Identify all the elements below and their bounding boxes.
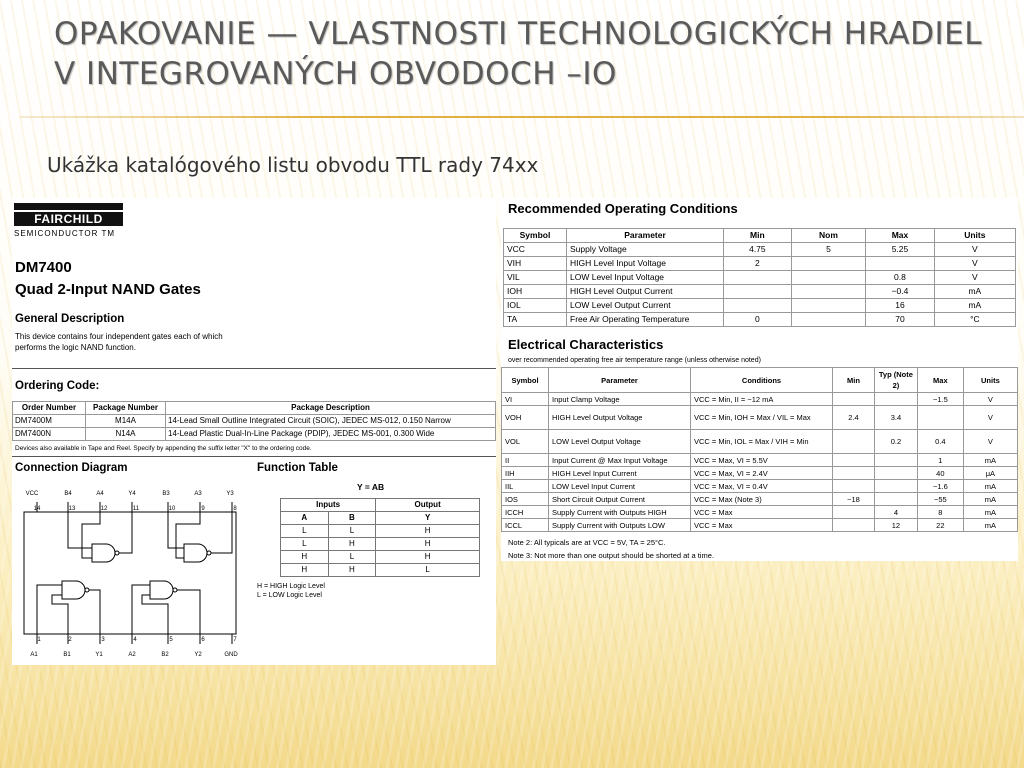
table-cell: M14A	[86, 415, 166, 428]
table-cell: VCC = Max, VI = 0.4V	[691, 480, 833, 493]
table-cell: mA	[963, 519, 1017, 532]
pin-label: B1	[63, 652, 71, 658]
pin-number: 11	[132, 506, 140, 512]
table-cell	[791, 271, 866, 285]
table-cell	[791, 257, 866, 271]
table-cell: 3.4	[874, 406, 917, 430]
table-cell: 4.75	[724, 243, 792, 257]
column-header: Max	[866, 229, 934, 243]
table-cell: L	[281, 525, 329, 538]
table-cell: LOW Level Output Current	[567, 299, 724, 313]
table-row	[502, 454, 1018, 467]
table-cell: II	[502, 454, 549, 467]
table-cell: H	[328, 538, 376, 551]
table-cell	[874, 467, 917, 480]
datasheet-page-right	[501, 198, 1018, 561]
table-row	[281, 564, 480, 577]
datasheet-page-left	[12, 198, 496, 665]
table-cell: mA	[934, 285, 1015, 299]
table-cell: VI	[502, 393, 549, 406]
electrical-characteristics-note: over recommended operating free air temperature range (unless otherwise noted)	[508, 357, 761, 364]
table-cell	[866, 257, 934, 271]
ordering-table	[12, 401, 496, 441]
table-cell: 5.25	[866, 243, 934, 257]
table-cell: H	[281, 551, 329, 564]
table-cell: V	[963, 430, 1017, 454]
table-cell: H	[328, 564, 376, 577]
table-cell: V	[934, 243, 1015, 257]
pin-label: B2	[161, 652, 169, 658]
slide-title: OPAKOVANIE — VLASTNOSTI TECHNOLOGICKÝCH HRADIEL V INTEGROVANÝCH OBVODOCH –IO	[54, 16, 982, 92]
table-row	[502, 493, 1018, 506]
column-header: Y	[376, 512, 480, 525]
logo-stripe	[14, 203, 123, 210]
pin-number: 1	[37, 637, 41, 643]
table-cell: H	[376, 551, 480, 564]
table-cell	[791, 313, 866, 327]
table-cell: HIGH Level Output Voltage	[549, 406, 691, 430]
table-row	[504, 285, 1016, 299]
table-row	[281, 538, 480, 551]
legend-high: H = HIGH Logic Level	[257, 583, 325, 590]
table-cell: 2.4	[833, 406, 875, 430]
pin-label: GND	[224, 652, 238, 658]
pin-label: B4	[64, 491, 72, 497]
pin-number: 12	[100, 506, 108, 512]
pin-label: A2	[128, 652, 136, 658]
column-group-header: Inputs	[281, 499, 376, 512]
table-header-row	[502, 368, 1018, 393]
pin-number: 8	[233, 506, 237, 512]
table-cell: 5	[791, 243, 866, 257]
table-cell: VCC = Max	[691, 506, 833, 519]
column-header: Conditions	[691, 368, 833, 393]
title-divider	[20, 116, 1024, 118]
table-header-row	[504, 229, 1016, 243]
pin-number: 3	[101, 637, 105, 643]
table-cell: 1	[917, 454, 963, 467]
table-cell	[791, 299, 866, 313]
table-cell: V	[934, 257, 1015, 271]
nand-gate-2	[150, 581, 173, 599]
table-row	[13, 428, 496, 441]
table-cell: 14-Lead Plastic Dual-In-Line Package (PDIP), JEDEC MS-001, 0.300 Wide	[166, 428, 496, 441]
section-divider	[12, 368, 496, 369]
general-description-heading: General Description	[15, 313, 125, 325]
part-number: DM7400	[15, 259, 72, 276]
table-cell: mA	[963, 506, 1017, 519]
table-cell: −55	[917, 493, 963, 506]
function-table	[280, 498, 480, 577]
table-cell	[833, 506, 875, 519]
table-cell: VCC = Max, VI = 5.5V	[691, 454, 833, 467]
table-cell: L	[376, 564, 480, 577]
table-cell: VCC = Min, IOL = Max / VIH = Min	[691, 430, 833, 454]
table-header-row	[281, 499, 480, 512]
pin-number: 6	[201, 637, 205, 643]
table-cell: 14-Lead Small Outline Integrated Circuit (SOIC), JEDEC MS-012, 0.150 Narrow	[166, 415, 496, 428]
column-header: Package Description	[166, 402, 496, 415]
pin-label: A3	[194, 491, 202, 497]
pin-number: 9	[201, 506, 205, 512]
table-cell: 0.4	[917, 430, 963, 454]
chip-outline	[24, 512, 236, 634]
table-cell: 8	[917, 506, 963, 519]
table-row	[504, 299, 1016, 313]
table-cell: −1.6	[917, 480, 963, 493]
table-cell	[833, 480, 875, 493]
table-cell: Input Clamp Voltage	[549, 393, 691, 406]
table-cell: DM7400N	[13, 428, 86, 441]
table-cell: DM7400M	[13, 415, 86, 428]
table-cell: HIGH Level Output Current	[567, 285, 724, 299]
table-row	[502, 467, 1018, 480]
table-cell: 40	[917, 467, 963, 480]
table-cell: V	[963, 393, 1017, 406]
table-cell	[833, 454, 875, 467]
table-cell: VIH	[504, 257, 567, 271]
table-cell	[724, 299, 792, 313]
table-cell: IOS	[502, 493, 549, 506]
rec-conditions-heading: Recommended Operating Conditions	[508, 201, 738, 216]
table-cell: LOW Level Output Voltage	[549, 430, 691, 454]
table-cell: Supply Current with Outputs LOW	[549, 519, 691, 532]
table-cell: °C	[934, 313, 1015, 327]
pin-label: Y3	[226, 491, 234, 497]
table-cell: μA	[963, 467, 1017, 480]
pin-label: Y4	[128, 491, 136, 497]
table-cell: TA	[504, 313, 567, 327]
table-cell: L	[328, 551, 376, 564]
pin-number: 13	[68, 506, 76, 512]
table-cell: N14A	[86, 428, 166, 441]
column-header: Parameter	[549, 368, 691, 393]
table-header-row	[281, 512, 480, 525]
table-cell	[833, 467, 875, 480]
table-cell: VCC = Max (Note 3)	[691, 493, 833, 506]
table-row	[281, 525, 480, 538]
table-cell: VCC = Min, IOH = Max / VIL = Max	[691, 406, 833, 430]
table-cell: Short Circuit Output Current	[549, 493, 691, 506]
table-cell	[874, 480, 917, 493]
electrical-characteristics-heading: Electrical Characteristics	[508, 337, 664, 352]
table-cell: ICCL	[502, 519, 549, 532]
function-equation: Y = AB	[357, 482, 385, 492]
table-cell: mA	[963, 480, 1017, 493]
table-cell	[724, 285, 792, 299]
column-header: Nom	[791, 229, 866, 243]
table-row	[502, 519, 1018, 532]
fairchild-logo: FAIRCHILD	[14, 212, 123, 226]
table-cell: L	[328, 525, 376, 538]
column-header: Max	[917, 368, 963, 393]
table-row	[502, 406, 1018, 430]
table-cell: VCC = Max	[691, 519, 833, 532]
table-cell: HIGH Level Input Voltage	[567, 257, 724, 271]
table-row	[502, 480, 1018, 493]
table-cell: VCC	[504, 243, 567, 257]
nand-gate-3	[184, 544, 207, 562]
table-row	[504, 271, 1016, 285]
electrical-characteristics-table	[501, 367, 1018, 532]
table-cell: VOL	[502, 430, 549, 454]
table-cell: HIGH Level Input Current	[549, 467, 691, 480]
connection-diagram	[12, 484, 252, 665]
column-header: Units	[963, 368, 1017, 393]
table-cell: V	[963, 406, 1017, 430]
table-row	[502, 506, 1018, 519]
pin-number: 2	[68, 637, 72, 643]
pin-label: A1	[30, 652, 38, 658]
table-cell: 0.2	[874, 430, 917, 454]
table-row	[502, 393, 1018, 406]
ordering-footnote: Devices also available in Tape and Reel. Specify by appending the suffix letter "X" to the ordering code.	[15, 445, 312, 452]
pin-label: VCC	[25, 491, 39, 497]
slide-subtitle: Ukážka katalógového listu obvodu TTL rady 74xx	[47, 153, 539, 177]
pin-label: Y1	[95, 652, 103, 658]
column-header: Parameter	[567, 229, 724, 243]
table-cell: Free Air Operating Temperature	[567, 313, 724, 327]
table-cell	[833, 519, 875, 532]
function-table-heading: Function Table	[257, 462, 338, 474]
table-cell: 16	[866, 299, 934, 313]
table-cell: mA	[963, 493, 1017, 506]
ordering-code-heading: Ordering Code:	[15, 380, 100, 392]
logo-subtitle: SEMICONDUCTOR TM	[14, 229, 116, 238]
column-header: Min	[724, 229, 792, 243]
table-cell: Input Current @ Max Input Voltage	[549, 454, 691, 467]
table-cell: 12	[874, 519, 917, 532]
column-header: Typ (Note 2)	[874, 368, 917, 393]
table-cell: V	[934, 271, 1015, 285]
note-2: Note 2: All typicals are at VCC = 5V, TA = 25°C.	[508, 538, 666, 547]
table-cell	[874, 454, 917, 467]
pin-label: B3	[162, 491, 170, 497]
table-cell: L	[281, 538, 329, 551]
table-cell	[833, 430, 875, 454]
table-cell	[791, 285, 866, 299]
table-cell: VCC = Max, VI = 2.4V	[691, 467, 833, 480]
column-header: Symbol	[502, 368, 549, 393]
table-cell: VOH	[502, 406, 549, 430]
rec-conditions-table	[503, 228, 1016, 327]
column-header: Order Number	[13, 402, 86, 415]
table-cell: mA	[934, 299, 1015, 313]
pin-number: 4	[133, 637, 137, 643]
table-cell: VIL	[504, 271, 567, 285]
table-cell: Supply Voltage	[567, 243, 724, 257]
table-cell	[833, 393, 875, 406]
pin-number: 14	[33, 506, 41, 512]
pin-label: A4	[96, 491, 104, 497]
table-cell: H	[281, 564, 329, 577]
table-cell: H	[376, 525, 480, 538]
table-cell: IOL	[504, 299, 567, 313]
column-header: Min	[833, 368, 875, 393]
table-cell	[874, 493, 917, 506]
general-description-text: This device contains four independent gates each of which performs the logic NAND function.	[15, 332, 223, 352]
table-cell	[874, 393, 917, 406]
table-cell: 0	[724, 313, 792, 327]
table-row	[504, 257, 1016, 271]
table-cell	[724, 271, 792, 285]
table-cell: IOH	[504, 285, 567, 299]
table-cell: 70	[866, 313, 934, 327]
table-cell: −0.4	[866, 285, 934, 299]
table-cell: 0.8	[866, 271, 934, 285]
section-divider	[12, 456, 496, 457]
column-header: Units	[934, 229, 1015, 243]
column-header: A	[281, 512, 329, 525]
nand-gate-1	[62, 581, 85, 599]
table-cell: LOW Level Input Voltage	[567, 271, 724, 285]
table-header-row	[13, 402, 496, 415]
table-cell: Supply Current with Outputs HIGH	[549, 506, 691, 519]
table-cell: H	[376, 538, 480, 551]
pin-number: 7	[233, 637, 237, 643]
column-header: Package Number	[86, 402, 166, 415]
table-row	[504, 243, 1016, 257]
table-row	[504, 313, 1016, 327]
connection-diagram-heading: Connection Diagram	[15, 462, 128, 474]
pin-number: 5	[169, 637, 173, 643]
table-cell: IIL	[502, 480, 549, 493]
nand-gate-4	[92, 544, 115, 562]
table-cell: ICCH	[502, 506, 549, 519]
table-cell: −18	[833, 493, 875, 506]
part-title: Quad 2-Input NAND Gates	[15, 281, 201, 298]
pin-label: Y2	[194, 652, 202, 658]
table-cell: IIH	[502, 467, 549, 480]
note-3: Note 3: Not more than one output should be shorted at a time.	[508, 551, 714, 560]
table-cell: −1.5	[917, 393, 963, 406]
table-cell	[917, 406, 963, 430]
table-cell: LOW Level Input Current	[549, 480, 691, 493]
table-cell: 22	[917, 519, 963, 532]
table-cell: 4	[874, 506, 917, 519]
table-row	[281, 551, 480, 564]
table-row	[13, 415, 496, 428]
pin-number: 10	[168, 506, 176, 512]
table-row	[502, 430, 1018, 454]
column-header: Symbol	[504, 229, 567, 243]
table-cell: 2	[724, 257, 792, 271]
table-cell: VCC = Min, II = −12 mA	[691, 393, 833, 406]
table-cell: mA	[963, 454, 1017, 467]
column-group-header: Output	[376, 499, 480, 512]
column-header: B	[328, 512, 376, 525]
legend-low: L = LOW Logic Level	[257, 592, 322, 599]
